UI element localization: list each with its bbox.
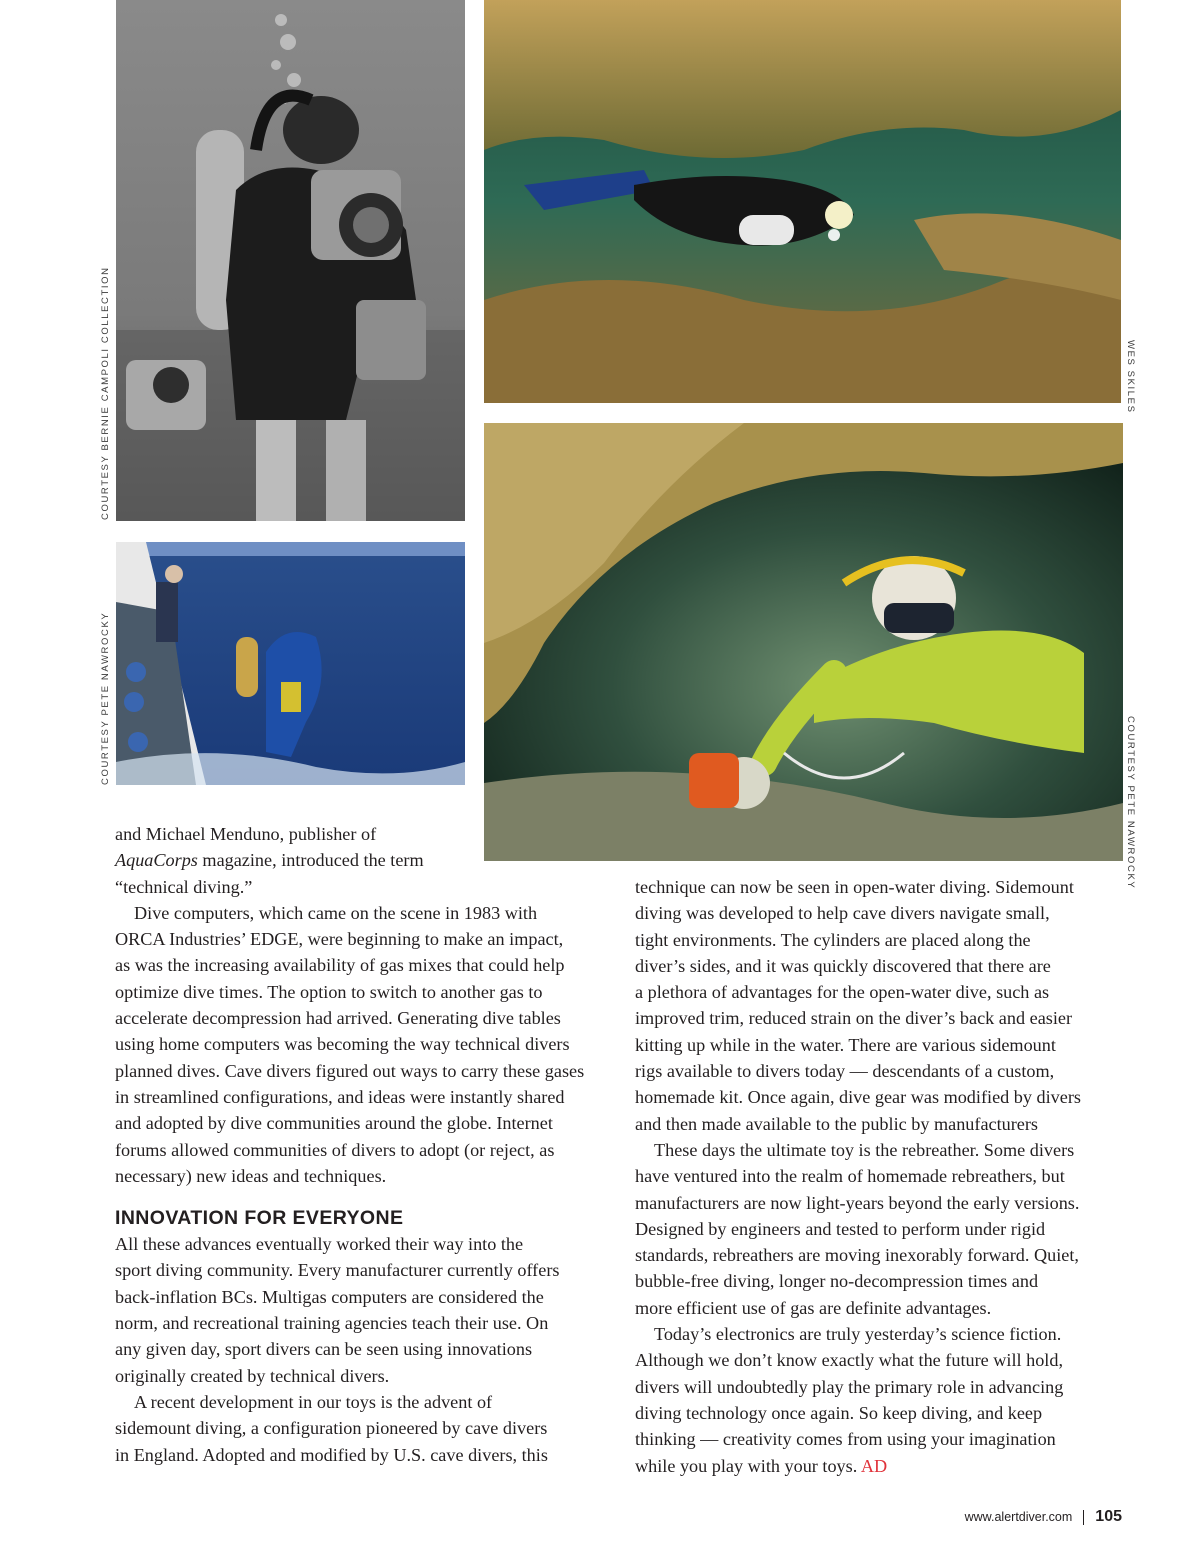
cave-diver-top-photo: [484, 0, 1121, 403]
body-line: All these advances eventually worked their way into the: [115, 1234, 524, 1255]
body-line: norm, and recreational training agencies teach their use. On: [115, 1313, 549, 1334]
body-line: Designed by engineers and tested to perform under rigid: [635, 1218, 1046, 1239]
boat-divers-photo: [116, 542, 465, 785]
body-line: tight environments. The cylinders are placed along the: [635, 929, 1031, 950]
body-line: kitting up while in the water. There are various sidemount: [635, 1034, 1056, 1055]
body-line: Although we don’t know exactly what the future will hold,: [635, 1350, 1064, 1371]
body-line: “technical diving.”: [115, 876, 253, 897]
body-line: ORCA Industries’ EDGE, were beginning to make an impact,: [115, 929, 564, 950]
body-line: as was the increasing availability of gas mixes that could help: [115, 955, 565, 976]
body-line: accelerate decompression had arrived. Generating dive tables: [115, 1008, 561, 1029]
magazine-title: AquaCorps: [115, 850, 198, 871]
body-line: homemade kit. Once again, dive gear was modified by divers: [635, 1087, 1081, 1108]
photo-credit-wes-skiles: WES SKILES: [1125, 340, 1136, 414]
cave-diver-illustration: [484, 423, 1123, 861]
body-line: in England. Adopted and modified by U.S. cave divers, this: [115, 1444, 548, 1465]
body-line: Today’s electronics are truly yesterday’s science fiction.: [654, 1324, 1062, 1345]
page-number: 105: [1095, 1508, 1122, 1525]
body-line-text: magazine, introduced the term: [202, 850, 424, 871]
photo-credit-bernie-campoli: COURTESY BERNIE CAMPOLI COLLECTION: [100, 266, 111, 520]
body-line: rigs available to divers today — descendants of a custom,: [635, 1061, 1055, 1082]
boat-photo-illustration: [116, 542, 465, 785]
body-line-text: while you play with your toys.: [635, 1455, 858, 1476]
cave-diver-rebreather-photo: [484, 423, 1123, 861]
body-line: back-inflation BCs. Multigas computers are considered the: [115, 1286, 544, 1307]
page-footer: [965, 1508, 1122, 1526]
bw-diver-photographer-photo: [116, 0, 465, 521]
body-line: diving was developed to help cave divers navigate small,: [635, 903, 1050, 924]
body-line: optimize dive times. The option to switch to another gas to: [115, 981, 543, 1002]
body-line: in streamlined configurations, and ideas were instantly shared: [115, 1086, 565, 1107]
photo-credit-pete-nawrocky-right: COURTESY PETE NAWROCKY: [1125, 716, 1136, 890]
body-line: have ventured into the realm of homemade rebreathers, but: [635, 1166, 1065, 1187]
body-line: necessary) new ideas and techniques.: [115, 1165, 387, 1186]
article-left-column: [115, 821, 607, 1468]
body-line: using home computers was becoming the way technical divers: [115, 1034, 570, 1055]
bw-photo-illustration: [116, 0, 465, 521]
body-line: sport diving community. Every manufacturer currently offers: [115, 1260, 560, 1281]
footer-url[interactable]: www.alertdiver.com: [964, 1510, 1073, 1524]
body-line: more efficient use of gas are definite advantages.: [635, 1297, 992, 1318]
body-line: a plethora of advantages for the open-water dive, such as: [635, 982, 1050, 1003]
body-line: sidemount diving, a configuration pioneered by cave divers: [115, 1418, 548, 1439]
body-line: manufacturers are now light-years beyond the early versions.: [635, 1192, 1080, 1213]
body-line: thinking — creativity comes from using your imagination: [635, 1429, 1056, 1450]
body-line: These days the ultimate toy is the rebreather. Some divers: [654, 1139, 1075, 1160]
footer-divider: [1083, 1510, 1084, 1525]
cave-top-illustration: [484, 0, 1121, 403]
body-line: originally created by technical divers.: [115, 1365, 390, 1386]
body-line: [115, 847, 607, 873]
body-line: [635, 1453, 1127, 1479]
end-mark: AD: [860, 1455, 888, 1476]
body-line: and adopted by dive communities around the globe. Internet: [115, 1113, 553, 1134]
body-line: and Michael Menduno, publisher of: [115, 824, 377, 844]
body-line: forums allowed communities of divers to adopt (or reject, as: [115, 1139, 555, 1160]
body-line: and then made available to the public by manufacturers: [635, 1113, 1039, 1134]
body-line: improved trim, reduced strain on the diver’s back and easier: [635, 1008, 1073, 1029]
body-line: technique can now be seen in open-water diving. Sidemount: [635, 877, 1074, 897]
body-line: bubble-free diving, longer no-decompression times and: [635, 1271, 1039, 1292]
body-line: diver’s sides, and it was quickly discovered that there are: [635, 955, 1051, 976]
body-line: Dive computers, which came on the scene in 1983 with: [134, 902, 538, 923]
body-line: diving technology once again. So keep diving, and keep: [635, 1402, 1043, 1423]
body-line: planned dives. Cave divers figured out ways to carry these gases: [115, 1060, 585, 1081]
body-line: standards, rebreathers are moving inexorably forward. Quiet,: [635, 1245, 1079, 1266]
body-line: any given day, sport divers can be seen using innovations: [115, 1339, 533, 1360]
article-right-column: [635, 874, 1127, 1479]
photo-credit-pete-nawrocky-left: COURTESY PETE NAWROCKY: [100, 611, 111, 785]
body-line: divers will undoubtedly play the primary role in advancing: [635, 1376, 1064, 1397]
section-subhead: INNOVATION FOR EVERYONE: [115, 1207, 404, 1230]
body-line: A recent development in our toys is the advent of: [134, 1391, 493, 1412]
